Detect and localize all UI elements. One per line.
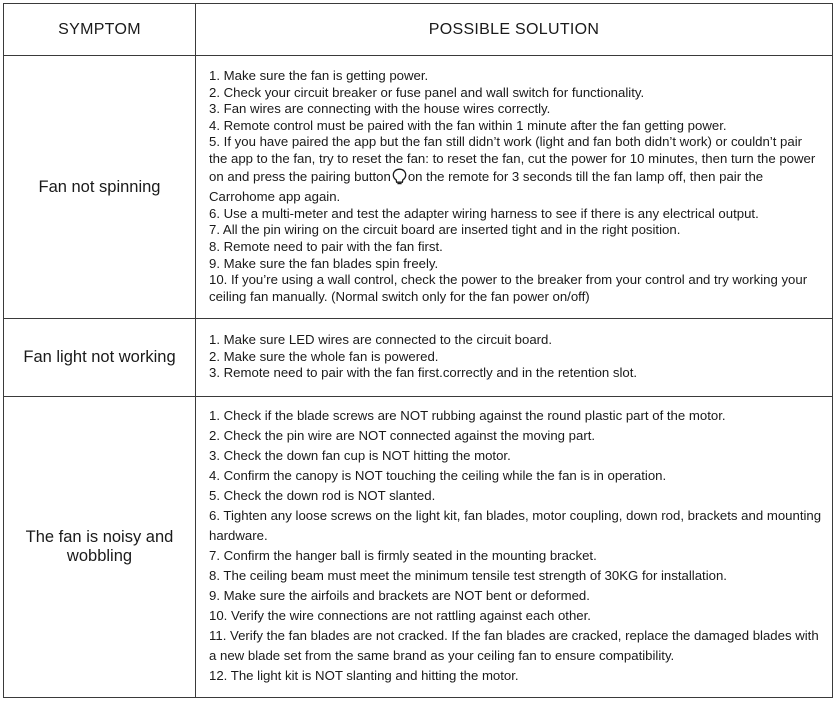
solution-item: 7. Confirm the hanger ball is firmly seated in the mounting bracket.	[209, 548, 597, 563]
solution-item: 6. Use a multi-meter and test the adapter wiring harness to see if there is any electrical output.	[209, 205, 759, 221]
solution-item: 11. Verify the fan blades are not cracked. If the fan blades are cracked, replace the damaged blades with a new blade set from the same brand as your ceiling fan to ensure compatibility.	[209, 628, 819, 663]
solution-item: 3. Remote need to pair with the fan first.correctly and in the retention slot.	[209, 365, 638, 381]
solution-item: 3. Check the down fan cup is NOT hitting the motor.	[209, 448, 511, 463]
table-row	[4, 56, 833, 319]
symptom-column-header: SYMPTOM	[4, 4, 196, 56]
solution-list	[209, 332, 824, 382]
solution-cell	[196, 319, 833, 397]
solution-item: 8. Remote need to pair with the fan first.	[209, 238, 443, 254]
troubleshooting-table	[3, 3, 833, 698]
solution-text: 5. If you have paired the app but the fan still didn’t work (light and fan both didn’t work) or couldn’t pair the app to the fan, try to reset the fan: to reset the fan, cut the power for 10 minutes, then turn the power on and press the pairing button	[209, 134, 816, 184]
solution-item: 1. Check if the blade screws are NOT rubbing against the round plastic part of the motor.	[209, 408, 726, 423]
solution-cell	[196, 397, 833, 698]
solution-text: on the remote for 3 seconds till the fan lamp off, then pair the Carrohome app again.	[209, 168, 764, 205]
solution-item: 4. Remote control must be paired with the fan within 1 minute after the fan getting power.	[209, 117, 727, 133]
solution-item: 6. Tighten any loose screws on the light kit, fan blades, motor coupling, down rod, brackets and mounting hardware.	[209, 508, 822, 543]
solution-item: 9. Make sure the fan blades spin freely.	[209, 255, 439, 271]
solution-item: 12. The light kit is NOT slanting and hitting the motor.	[209, 668, 519, 683]
solution-item: 1. Make sure LED wires are connected to the circuit board.	[209, 332, 553, 347]
symptom-cell: Fan light not working	[4, 319, 196, 397]
light-bulb-icon	[392, 168, 407, 190]
table-row	[4, 397, 833, 698]
solution-item: 2. Check your circuit breaker or fuse panel and wall switch for functionality.	[209, 84, 645, 100]
solution-item	[209, 134, 824, 205]
symptom-cell: The fan is noisy and wobbling	[4, 397, 196, 698]
solution-item: 1. Make sure the fan is getting power.	[209, 68, 429, 83]
solution-item: 10. Verify the wire connections are not rattling against each other.	[209, 608, 591, 623]
solution-item: 3. Fan wires are connecting with the house wires correctly.	[209, 101, 551, 117]
solution-list	[209, 68, 824, 305]
symptom-cell: Fan not spinning	[4, 56, 196, 319]
solution-item: 2. Make sure the whole fan is powered.	[209, 348, 439, 364]
solution-item: 5. Check the down rod is NOT slanted.	[209, 488, 436, 503]
solution-list	[209, 406, 824, 686]
table-row	[4, 319, 833, 397]
solution-item: 7. All the pin wiring on the circuit board are inserted tight and in the right position.	[209, 222, 681, 238]
solution-item: 4. Confirm the canopy is NOT touching the ceiling while the fan is in operation.	[209, 468, 667, 483]
solution-item: 2. Check the pin wire are NOT connected against the moving part.	[209, 428, 596, 443]
solution-item: 8. The ceiling beam must meet the minimum tensile test strength of 30KG for installation.	[209, 568, 727, 583]
header-row	[4, 4, 833, 56]
solution-cell	[196, 56, 833, 319]
solution-item: 9. Make sure the airfoils and brackets are NOT bent or deformed.	[209, 588, 590, 603]
solution-column-header: POSSIBLE SOLUTION	[196, 4, 833, 56]
solution-item: 10. If you’re using a wall control, check the power to the breaker from your control and try working your ceiling fan manually. (Normal switch only for the fan power on/off)	[209, 272, 808, 304]
